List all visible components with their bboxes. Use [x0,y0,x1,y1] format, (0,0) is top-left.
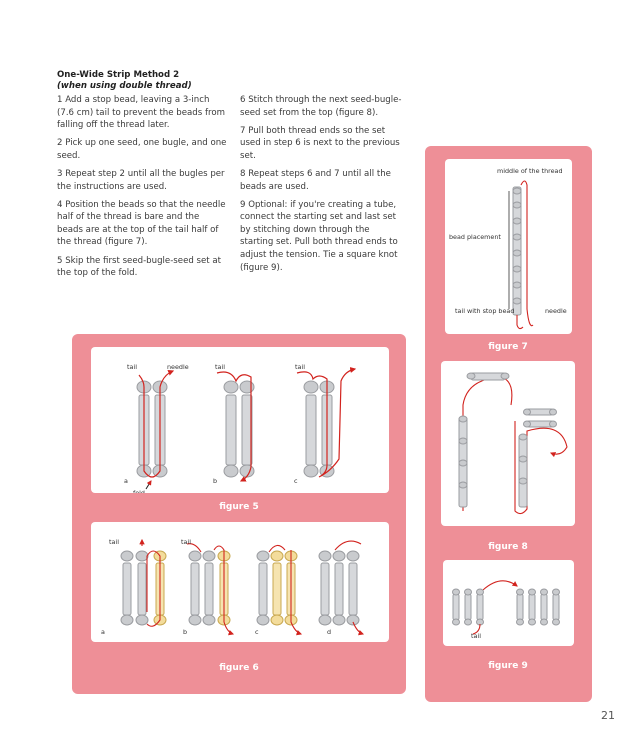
fig6-set-c [255,545,301,636]
fig9-right-sets [517,589,560,625]
step-5: 5 Skip the first seed-bugle-seed set at the top of the fold. [57,255,222,279]
step-4: 4 Position the beads so that the needle half of the thread is bare and the beads are at the top of the tail half of the thread (figure 7). [57,199,226,248]
step-1: 1 Add a stop bead, leaving a 3-inch (7.6 cm) tail to prevent the beads from falling off the thread later. [57,95,225,131]
method-subtitle: (when using double thread) [57,81,192,91]
step-2: 2 Pick up one seed, one bugle, and one seed. [57,138,227,161]
figure-5-diagram [91,347,389,493]
figure-5-caption: figure 5 [219,502,259,512]
fig5-set-c [294,363,355,485]
method-heading [57,70,227,92]
fig5-step-b: b [213,477,218,485]
step-9: 9 Optional: if you're creating a tube, connect the starting set and last set by stitching down through the starting set. Pull both thread ends to adjust the tension. Tie a square knot (figure 9). [240,199,398,273]
figure-5-card [91,347,389,493]
fig6-tail-label-b: tail [181,538,191,546]
page-number: 21 [601,709,615,722]
figures-5-6-panel [72,334,406,694]
fig5-fold-label: fold [133,489,145,493]
fig6-set-d [319,541,363,636]
fig5-tail-label-b: tail [215,363,225,371]
figure-7-caption: figure 7 [488,342,528,352]
figure-8-caption: figure 8 [488,542,528,552]
step-7: 7 Pull both thread ends so the set used in step 6 is next to the previous set. [240,125,400,161]
left-text-column [57,70,227,285]
step-3: 3 Repeat step 2 until all the bugles per the instructions are used. [57,168,225,192]
fig8-right-strand [519,434,527,507]
method-title: One-Wide Strip Method 2 [57,70,180,80]
fig8-side-sets [524,409,557,427]
fig6-step-c: c [255,628,259,636]
fig5-step-a: a [124,477,128,485]
figure-9-diagram [443,560,574,646]
figure-7-diagram [445,159,572,334]
step-8: 8 Repeat steps 6 and 7 until all the beads are used. [240,168,391,192]
fig9-tail-label: tail [471,632,481,640]
fig8-left-strand [459,416,467,507]
fig8-top-strand [467,373,509,380]
fig6-tail-label: tail [109,538,119,546]
figure-8-diagram [441,361,575,526]
figure-6-diagram [91,522,389,642]
figure-6-card [91,522,389,642]
fig7-needle-label: needle [545,307,567,315]
fig5-tail-label-c: tail [295,363,305,371]
fig7-middle-label: middle of the thread [497,167,563,175]
figure-9-caption: figure 9 [488,661,528,671]
step-6: 6 Stitch through the next seed-bugle-seed set from the top (figure 8). [240,95,402,118]
fig6-step-d: d [327,628,332,636]
fig5-needle-label: needle [167,363,189,371]
fig9-left-sets [453,589,484,625]
figure-8-card [441,361,575,526]
fig5-step-c: c [294,477,298,485]
fig5-set-b [213,363,254,485]
right-text-column [240,94,404,280]
figures-7-9-panel [425,146,592,702]
fig6-step-b: b [183,628,188,636]
figure-7-card [445,159,572,334]
figure-6-caption: figure 6 [219,663,259,673]
fig5-tail-label: tail [127,363,137,371]
fig5-set-a [124,363,189,493]
fig6-step-a: a [101,628,105,636]
fig6-set-a [101,538,166,636]
fig6-set-b [181,538,233,636]
fig7-tail-stop-label: tail with stop bead [455,307,515,315]
figure-9-card [443,560,574,646]
fig7-bead-placement-label: bead placement [449,233,501,241]
